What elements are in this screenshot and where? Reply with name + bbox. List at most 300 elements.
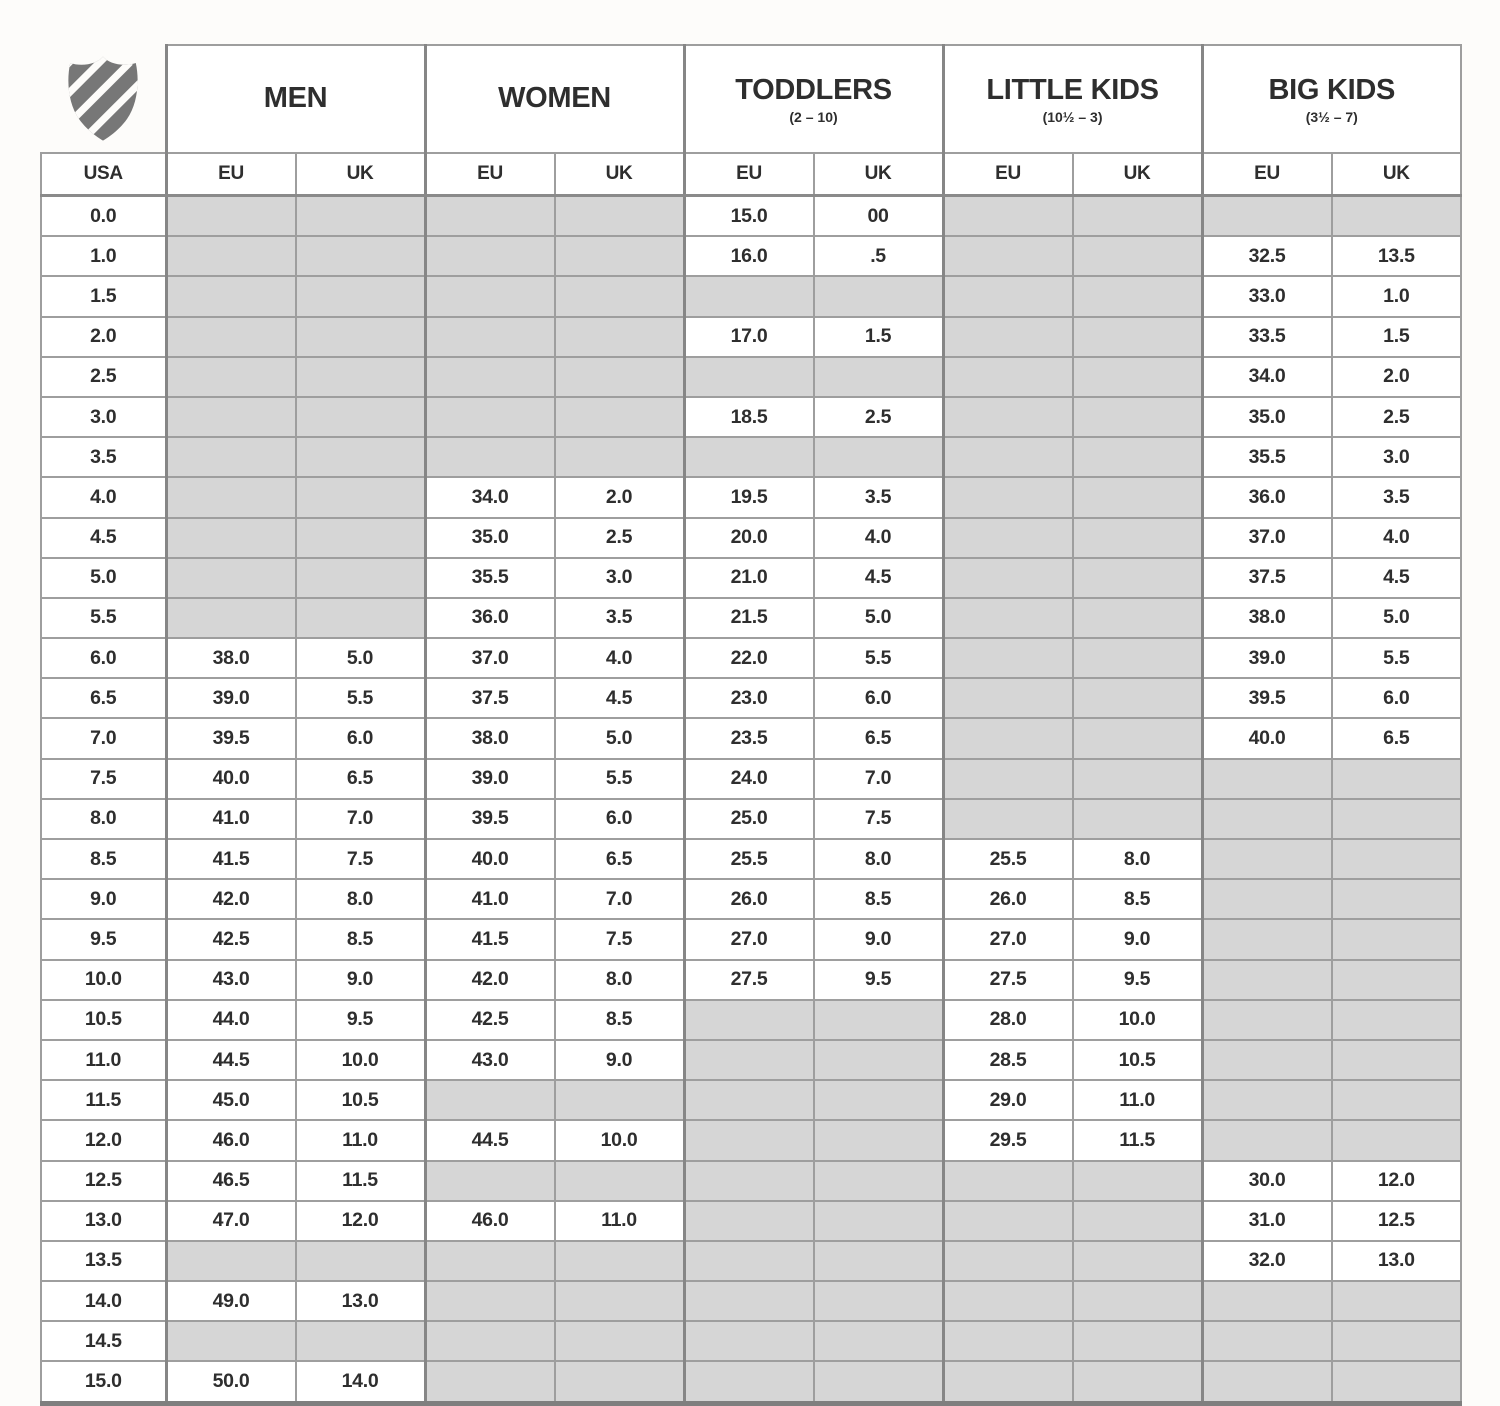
cell-size-value: 8.0: [814, 839, 944, 879]
group-sub: (3½ – 7): [1305, 108, 1358, 125]
cell-size-value: 11.5: [1073, 1120, 1203, 1160]
col-header-women-uk: UK: [555, 153, 685, 196]
cell-size-value: 7.5: [296, 839, 426, 879]
cell-usa-size: 15.0: [41, 1361, 166, 1403]
table-row: [41, 1080, 1461, 1120]
cell-size-value: [296, 558, 426, 598]
cell-size-value: 38.0: [425, 718, 555, 758]
cell-size-value: [684, 1281, 814, 1321]
cell-size-value: 4.5: [1332, 558, 1462, 598]
cell-size-value: 9.5: [814, 960, 944, 1000]
group-sub: (2 – 10): [789, 108, 838, 125]
cell-usa-size: 8.0: [41, 799, 166, 839]
kswiss-shield-icon: [41, 45, 165, 152]
table-row: [41, 397, 1461, 437]
cell-size-value: 6.5: [1332, 718, 1462, 758]
cell-size-value: 34.0: [1202, 357, 1332, 397]
cell-usa-size: 13.5: [41, 1241, 166, 1281]
table-row: [41, 276, 1461, 316]
cell-size-value: 36.0: [1202, 477, 1332, 517]
cell-size-value: 10.0: [1073, 1000, 1203, 1040]
cell-size-value: 43.0: [166, 960, 296, 1000]
cell-size-value: [1202, 799, 1332, 839]
cell-size-value: [814, 1040, 944, 1080]
table-row: [41, 1361, 1461, 1403]
cell-size-value: [166, 558, 296, 598]
cell-size-value: [1202, 839, 1332, 879]
cell-size-value: [943, 317, 1073, 357]
cell-usa-size: 4.5: [41, 518, 166, 558]
cell-size-value: [555, 1080, 685, 1120]
cell-size-value: [555, 1321, 685, 1361]
cell-size-value: 9.0: [555, 1040, 685, 1080]
cell-size-value: 35.0: [1202, 397, 1332, 437]
cell-size-value: [1202, 1120, 1332, 1160]
cell-size-value: 23.0: [684, 678, 814, 718]
cell-size-value: 6.0: [555, 799, 685, 839]
cell-size-value: 4.0: [1332, 518, 1462, 558]
cell-size-value: 42.0: [425, 960, 555, 1000]
cell-size-value: [1332, 1321, 1462, 1361]
cell-size-value: [943, 236, 1073, 276]
cell-usa-size: 11.5: [41, 1080, 166, 1120]
cell-size-value: [1332, 1080, 1462, 1120]
cell-size-value: [296, 276, 426, 316]
cell-size-value: [166, 477, 296, 517]
col-header-toddlers-uk: UK: [814, 153, 944, 196]
cell-usa-size: 7.0: [41, 718, 166, 758]
cell-size-value: 4.5: [814, 558, 944, 598]
cell-size-value: .5: [814, 236, 944, 276]
cell-size-value: [1073, 678, 1203, 718]
cell-size-value: [1073, 236, 1203, 276]
cell-size-value: 7.0: [814, 759, 944, 799]
cell-size-value: [1202, 960, 1332, 1000]
group-header-row: [41, 45, 1461, 153]
table-row: [41, 558, 1461, 598]
table-row: [41, 518, 1461, 558]
cell-size-value: [555, 1361, 685, 1403]
cell-size-value: 7.0: [296, 799, 426, 839]
cell-size-value: [1073, 718, 1203, 758]
cell-size-value: [296, 317, 426, 357]
cell-size-value: [943, 678, 1073, 718]
cell-size-value: [1332, 799, 1462, 839]
cell-size-value: [425, 1241, 555, 1281]
cell-size-value: 6.5: [814, 718, 944, 758]
cell-size-value: 10.5: [1073, 1040, 1203, 1080]
col-header-men-uk: UK: [296, 153, 426, 196]
cell-size-value: [943, 518, 1073, 558]
cell-size-value: 22.0: [684, 638, 814, 678]
cell-usa-size: 6.5: [41, 678, 166, 718]
cell-size-value: 40.0: [1202, 718, 1332, 758]
cell-size-value: 43.0: [425, 1040, 555, 1080]
cell-size-value: [425, 1321, 555, 1361]
cell-size-value: 7.5: [814, 799, 944, 839]
cell-size-value: [425, 1361, 555, 1403]
cell-size-value: 37.5: [1202, 558, 1332, 598]
cell-size-value: [684, 1000, 814, 1040]
cell-size-value: [943, 357, 1073, 397]
table-row: [41, 919, 1461, 959]
cell-size-value: [555, 196, 685, 237]
cell-size-value: [1202, 1040, 1332, 1080]
cell-size-value: 8.5: [296, 919, 426, 959]
cell-size-value: 16.0: [684, 236, 814, 276]
col-header-big-kids-eu: EU: [1202, 153, 1332, 196]
cell-usa-size: 2.5: [41, 357, 166, 397]
cell-size-value: 33.0: [1202, 276, 1332, 316]
cell-usa-size: 2.0: [41, 317, 166, 357]
cell-size-value: [296, 236, 426, 276]
col-header-women-eu: EU: [425, 153, 555, 196]
cell-usa-size: 6.0: [41, 638, 166, 678]
cell-usa-size: 9.0: [41, 879, 166, 919]
table-row: [41, 477, 1461, 517]
cell-size-value: [296, 477, 426, 517]
cell-size-value: 12.5: [1332, 1201, 1462, 1241]
cell-size-value: [296, 397, 426, 437]
cell-size-value: 10.0: [555, 1120, 685, 1160]
cell-size-value: [1073, 357, 1203, 397]
cell-size-value: 9.0: [296, 960, 426, 1000]
cell-usa-size: 7.5: [41, 759, 166, 799]
cell-size-value: 5.5: [555, 759, 685, 799]
cell-size-value: [555, 1161, 685, 1201]
cell-size-value: [555, 357, 685, 397]
cell-usa-size: 12.5: [41, 1161, 166, 1201]
cell-size-value: 38.0: [166, 638, 296, 678]
cell-size-value: [814, 357, 944, 397]
cell-size-value: [425, 437, 555, 477]
cell-size-value: [166, 317, 296, 357]
cell-size-value: 3.0: [1332, 437, 1462, 477]
cell-size-value: 44.5: [425, 1120, 555, 1160]
table-row: [41, 678, 1461, 718]
cell-size-value: 12.0: [296, 1201, 426, 1241]
cell-size-value: 8.5: [555, 1000, 685, 1040]
cell-size-value: [1202, 1361, 1332, 1403]
cell-size-value: [555, 276, 685, 316]
cell-size-value: 36.0: [425, 598, 555, 638]
cell-size-value: 33.5: [1202, 317, 1332, 357]
cell-size-value: [166, 236, 296, 276]
cell-size-value: [1332, 1120, 1462, 1160]
table-row: [41, 598, 1461, 638]
cell-size-value: [684, 1241, 814, 1281]
table-row: [41, 1120, 1461, 1160]
cell-size-value: [684, 1080, 814, 1120]
cell-usa-size: 4.0: [41, 477, 166, 517]
cell-size-value: [296, 1241, 426, 1281]
cell-size-value: 2.5: [814, 397, 944, 437]
table-row: [41, 879, 1461, 919]
cell-size-value: 9.5: [1073, 960, 1203, 1000]
cell-size-value: [1202, 759, 1332, 799]
cell-size-value: [1073, 1281, 1203, 1321]
cell-size-value: 37.0: [425, 638, 555, 678]
cell-size-value: 9.5: [296, 1000, 426, 1040]
cell-size-value: 23.5: [684, 718, 814, 758]
cell-size-value: [1073, 477, 1203, 517]
cell-size-value: 41.0: [166, 799, 296, 839]
cell-size-value: [1332, 879, 1462, 919]
cell-size-value: [814, 276, 944, 316]
table-row: [41, 1161, 1461, 1201]
cell-size-value: [166, 397, 296, 437]
cell-size-value: [684, 1201, 814, 1241]
group-label: MEN: [263, 81, 328, 114]
cell-size-value: 5.5: [814, 638, 944, 678]
column-header-row: [41, 153, 1461, 196]
cell-size-value: [296, 357, 426, 397]
cell-usa-size: 5.5: [41, 598, 166, 638]
cell-usa-size: 11.0: [41, 1040, 166, 1080]
cell-size-value: 42.0: [166, 879, 296, 919]
cell-size-value: [1202, 879, 1332, 919]
cell-size-value: 11.0: [1073, 1080, 1203, 1120]
col-header-little-kids-uk: UK: [1073, 153, 1203, 196]
col-header-men-eu: EU: [166, 153, 296, 196]
cell-usa-size: 5.0: [41, 558, 166, 598]
cell-size-value: [555, 236, 685, 276]
cell-size-value: [1073, 1161, 1203, 1201]
cell-size-value: 5.0: [1332, 598, 1462, 638]
group-sub: (10½ – 3): [1042, 108, 1103, 125]
cell-size-value: 44.0: [166, 1000, 296, 1040]
cell-size-value: [166, 518, 296, 558]
cell-size-value: 40.0: [166, 759, 296, 799]
group-header-toddlers: [684, 45, 943, 153]
cell-size-value: [814, 1201, 944, 1241]
cell-size-value: 45.0: [166, 1080, 296, 1120]
cell-size-value: [814, 1281, 944, 1321]
cell-size-value: 8.0: [555, 960, 685, 1000]
cell-size-value: 35.5: [425, 558, 555, 598]
cell-usa-size: 12.0: [41, 1120, 166, 1160]
cell-size-value: 11.0: [296, 1120, 426, 1160]
size-chart-table: [40, 44, 1462, 1406]
cell-size-value: 2.5: [1332, 397, 1462, 437]
cell-size-value: [943, 276, 1073, 316]
cell-usa-size: 10.0: [41, 960, 166, 1000]
cell-size-value: 17.0: [684, 317, 814, 357]
cell-size-value: [943, 1281, 1073, 1321]
cell-size-value: 37.0: [1202, 518, 1332, 558]
cell-size-value: [814, 437, 944, 477]
cell-size-value: 39.0: [425, 759, 555, 799]
cell-size-value: 32.0: [1202, 1241, 1332, 1281]
cell-size-value: 12.0: [1332, 1161, 1462, 1201]
cell-size-value: 13.0: [296, 1281, 426, 1321]
cell-size-value: [1332, 1361, 1462, 1403]
cell-size-value: [1073, 759, 1203, 799]
cell-size-value: 6.5: [555, 839, 685, 879]
cell-size-value: [425, 317, 555, 357]
cell-size-value: [814, 1000, 944, 1040]
cell-size-value: 8.0: [1073, 839, 1203, 879]
cell-usa-size: 14.5: [41, 1321, 166, 1361]
cell-size-value: 21.0: [684, 558, 814, 598]
cell-size-value: 3.5: [814, 477, 944, 517]
cell-size-value: 18.5: [684, 397, 814, 437]
cell-size-value: [1332, 960, 1462, 1000]
cell-size-value: [1073, 437, 1203, 477]
cell-size-value: [943, 397, 1073, 437]
cell-size-value: 13.5: [1332, 236, 1462, 276]
cell-size-value: 13.0: [1332, 1241, 1462, 1281]
cell-size-value: 26.0: [943, 879, 1073, 919]
cell-size-value: [296, 518, 426, 558]
cell-size-value: [814, 1241, 944, 1281]
cell-size-value: [684, 1161, 814, 1201]
cell-size-value: 37.5: [425, 678, 555, 718]
cell-size-value: [425, 1080, 555, 1120]
group-label: WOMEN: [498, 81, 611, 114]
cell-size-value: 41.5: [166, 839, 296, 879]
cell-size-value: [1332, 919, 1462, 959]
cell-size-value: [166, 357, 296, 397]
cell-size-value: [1073, 598, 1203, 638]
cell-size-value: 8.0: [296, 879, 426, 919]
cell-size-value: [1202, 196, 1332, 237]
cell-size-value: 6.0: [814, 678, 944, 718]
cell-size-value: [425, 196, 555, 237]
table-row: [41, 1241, 1461, 1281]
cell-size-value: 27.0: [684, 919, 814, 959]
table-row: [41, 839, 1461, 879]
table-row: [41, 718, 1461, 758]
cell-size-value: [1073, 1241, 1203, 1281]
table-row: [41, 357, 1461, 397]
cell-size-value: 19.5: [684, 477, 814, 517]
cell-size-value: [1073, 397, 1203, 437]
cell-size-value: [1332, 1000, 1462, 1040]
cell-size-value: [1073, 1201, 1203, 1241]
cell-size-value: [943, 1241, 1073, 1281]
cell-size-value: 30.0: [1202, 1161, 1332, 1201]
cell-usa-size: 3.0: [41, 397, 166, 437]
cell-size-value: 3.5: [1332, 477, 1462, 517]
cell-size-value: 7.0: [555, 879, 685, 919]
cell-size-value: [943, 718, 1073, 758]
cell-size-value: 6.5: [296, 759, 426, 799]
cell-size-value: 11.5: [296, 1161, 426, 1201]
cell-size-value: 35.5: [1202, 437, 1332, 477]
table-row: [41, 317, 1461, 357]
cell-size-value: 39.0: [166, 678, 296, 718]
cell-size-value: [425, 236, 555, 276]
cell-size-value: [555, 437, 685, 477]
cell-size-value: [684, 1120, 814, 1160]
cell-size-value: 27.5: [684, 960, 814, 1000]
cell-size-value: [166, 276, 296, 316]
cell-usa-size: 8.5: [41, 839, 166, 879]
cell-size-value: [943, 799, 1073, 839]
table-row: [41, 759, 1461, 799]
cell-size-value: 35.0: [425, 518, 555, 558]
table-row: [41, 1040, 1461, 1080]
cell-size-value: 21.5: [684, 598, 814, 638]
cell-size-value: [684, 276, 814, 316]
cell-size-value: [425, 1161, 555, 1201]
cell-size-value: 00: [814, 196, 944, 237]
cell-size-value: [943, 638, 1073, 678]
cell-size-value: 24.0: [684, 759, 814, 799]
cell-size-value: 41.5: [425, 919, 555, 959]
cell-size-value: 39.0: [1202, 638, 1332, 678]
table-row: [41, 799, 1461, 839]
cell-size-value: [425, 276, 555, 316]
col-header-little-kids-eu: EU: [943, 153, 1073, 196]
cell-size-value: [1332, 1040, 1462, 1080]
cell-size-value: 1.5: [814, 317, 944, 357]
group-header-men: [166, 45, 425, 153]
cell-size-value: [943, 1321, 1073, 1361]
cell-size-value: [1202, 1321, 1332, 1361]
cell-size-value: 15.0: [684, 196, 814, 237]
cell-size-value: 4.0: [814, 518, 944, 558]
group-header-big-kids: [1202, 45, 1461, 153]
cell-size-value: 1.5: [1332, 317, 1462, 357]
cell-size-value: [166, 1321, 296, 1361]
cell-size-value: [1073, 1321, 1203, 1361]
cell-size-value: 39.5: [425, 799, 555, 839]
cell-size-value: [1332, 1281, 1462, 1321]
cell-size-value: 2.0: [1332, 357, 1462, 397]
cell-size-value: [943, 196, 1073, 237]
cell-size-value: 8.5: [814, 879, 944, 919]
cell-size-value: 40.0: [425, 839, 555, 879]
cell-size-value: [1073, 638, 1203, 678]
cell-size-value: 10.5: [296, 1080, 426, 1120]
cell-size-value: [1073, 317, 1203, 357]
col-header-usa: USA: [41, 153, 166, 196]
table-body: [41, 196, 1461, 1404]
table-row: [41, 1201, 1461, 1241]
cell-size-value: 5.0: [814, 598, 944, 638]
cell-size-value: [555, 397, 685, 437]
cell-size-value: [425, 397, 555, 437]
cell-size-value: [814, 1080, 944, 1120]
cell-size-value: 31.0: [1202, 1201, 1332, 1241]
cell-size-value: [943, 558, 1073, 598]
cell-usa-size: 1.0: [41, 236, 166, 276]
cell-size-value: 5.0: [296, 638, 426, 678]
cell-size-value: 41.0: [425, 879, 555, 919]
cell-size-value: [684, 357, 814, 397]
cell-size-value: 38.0: [1202, 598, 1332, 638]
cell-size-value: [1332, 839, 1462, 879]
col-header-big-kids-uk: UK: [1332, 153, 1462, 196]
cell-size-value: 27.5: [943, 960, 1073, 1000]
cell-size-value: 28.5: [943, 1040, 1073, 1080]
cell-size-value: [296, 1321, 426, 1361]
cell-size-value: [296, 437, 426, 477]
cell-size-value: 50.0: [166, 1361, 296, 1403]
cell-size-value: 11.0: [555, 1201, 685, 1241]
cell-size-value: [296, 196, 426, 237]
group-label: TODDLERS: [735, 73, 892, 106]
cell-size-value: [166, 598, 296, 638]
cell-size-value: [1073, 518, 1203, 558]
table-row: [41, 1000, 1461, 1040]
cell-usa-size: 3.5: [41, 437, 166, 477]
cell-size-value: [555, 1241, 685, 1281]
cell-size-value: [166, 196, 296, 237]
cell-size-value: 49.0: [166, 1281, 296, 1321]
